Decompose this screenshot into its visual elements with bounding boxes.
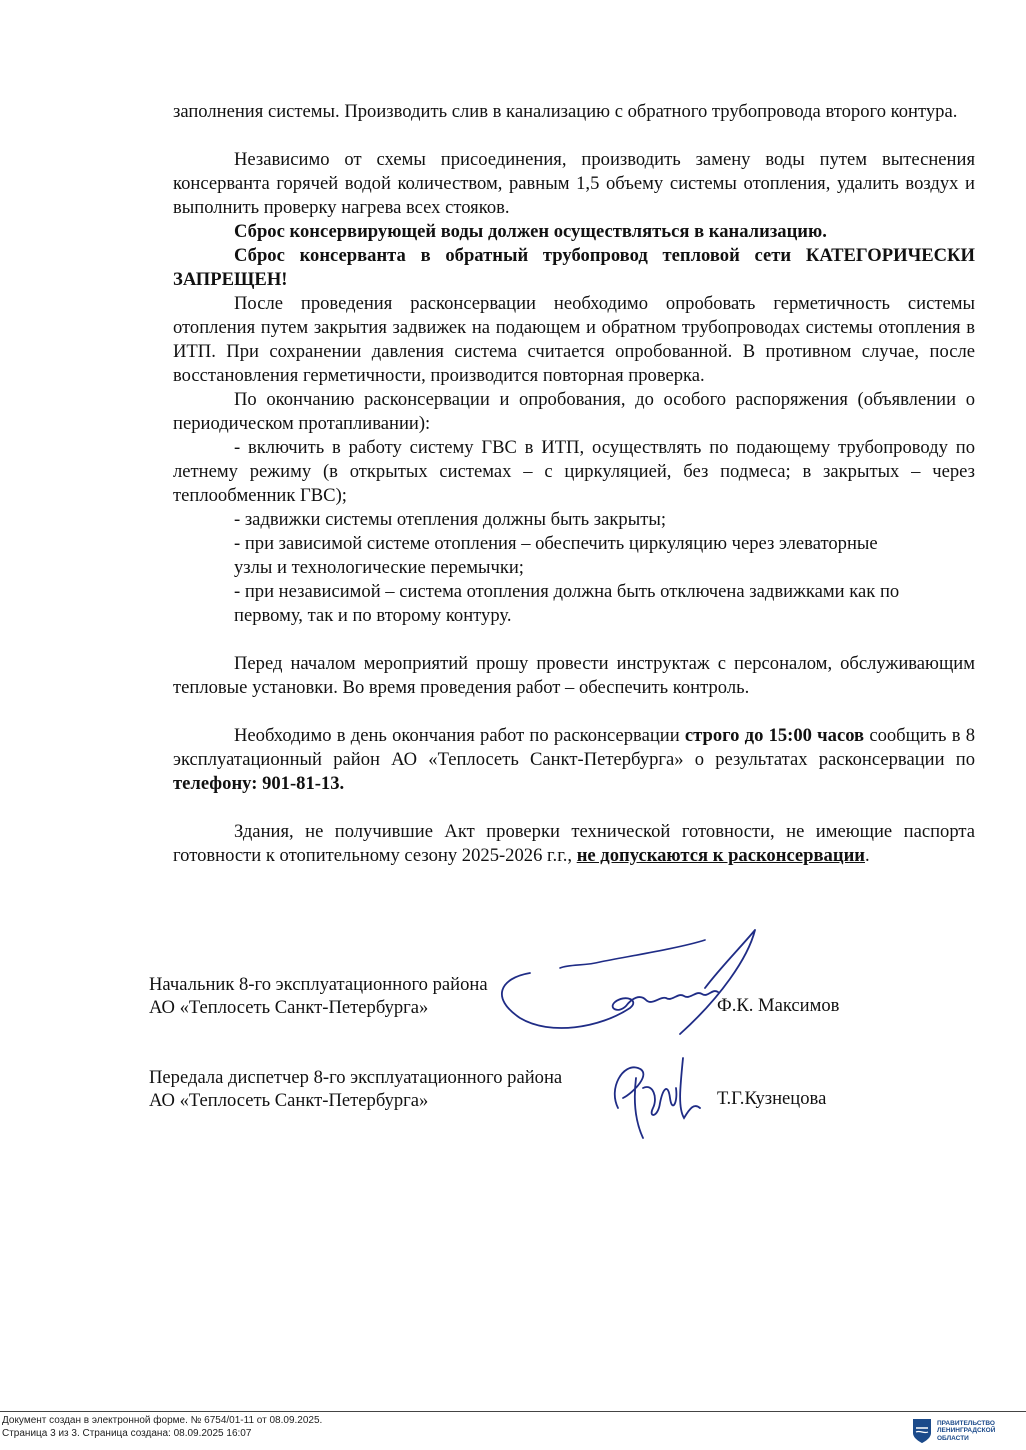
paragraph-report: Необходимо в день окончания работ по расконсервации строго до 15:00 часов сообщить в 8 эксплуатационный район АО «Теплосеть Санкт-Петербурга» о результатах расконсервации по телефону: 901-81-13. (173, 725, 975, 794)
footer-divider (0, 1411, 1026, 1412)
list-item-independent-b: первому, так и по второму контуру. (234, 605, 512, 626)
electronic-document-footer: Документ создан в электронной форме. № 6754/01-11 от 08.09.2025. Страница 3 из 3. Страница создана: 08.09.2025 16:07 (2, 1415, 323, 1439)
letter-body (173, 100, 975, 868)
list-item-valves: - задвижки системы отепления должны быть закрыты; (234, 509, 667, 530)
coat-of-arms-icon (912, 1418, 932, 1444)
paragraph-after-reconservation: По окончанию расконсервации и опробования, до особого распоряжения (объявлении о периодическом протапливании): (173, 389, 975, 434)
paragraph-discharge-rule: Сброс консервирующей воды должен осуществляться в канализацию. (234, 221, 827, 242)
signatory-2-name: Т.Г.Кузнецова (717, 1088, 827, 1109)
signatory-1-position: Начальник 8-го эксплуатационного района АО «Теплосеть Санкт-Петербурга» (149, 974, 488, 1018)
paragraph-water-replacement: Независимо от схемы присоединения, производить замену воды путем вытеснения консерванта горячей водой количеством, равным 1,5 объему системы отопления, удалить воздух и выполнить проверку нагрева всех стояков. (173, 149, 975, 218)
government-logo (912, 1418, 995, 1444)
list-item-dependent-b: узлы и технологические перемычки; (234, 557, 524, 578)
paragraph-buildings: Здания, не получившие Акт проверки технической готовности, не имеющие паспорта готовности к отопительному сезону 2025-2026 г.г., не допускаются к расконсервации. (173, 821, 975, 866)
signatory-2-position: Передала диспетчер 8-го эксплуатационного района АО «Теплосеть Санкт-Петербурга» (149, 1067, 563, 1111)
list-item-dhw: - включить в работу систему ГВС в ИТП, осуществлять по подающему трубопроводу по летнему режиму (в открытых системах – с циркуляцией, без подмеса; в закрытых – через теплообменник ГВС); (173, 437, 975, 506)
list-item-dependent-a: - при зависимой системе отопления – обеспечить циркуляцию через элеваторные (234, 533, 878, 554)
handwritten-signature-1 (490, 928, 770, 1038)
signatory-1-name: Ф.К. Максимов (717, 995, 840, 1016)
paragraph-briefing: Перед началом мероприятий прошу провести инструктаж с персоналом, обслуживающим тепловые установки. Во время проведения работ – обеспечить контроль. (173, 653, 975, 698)
paragraph-prohibition: Сброс консерванта в обратный трубопровод тепловой сети КАТЕГОРИЧЕСКИ ЗАПРЕЩЕН! (173, 245, 975, 290)
list-item-independent-a: - при независимой – система отопления должна быть отключена задвижками как по (234, 581, 900, 602)
paragraph-drain: заполнения системы. Производить слив в канализацию с обратного трубопровода второго контура. (173, 101, 958, 122)
handwritten-signature-2 (598, 1048, 703, 1143)
paragraph-tightness-test: После проведения расконсервации необходимо опробовать герметичность системы отопления путем закрытия задвижек на подающем и обратном трубопроводах системы отопления в ИТП. При сохранении давления система считается опробованной. В противном случае, после восстановления герметичности, производится повторная проверка. (173, 293, 975, 386)
logo-caption: ПРАВИТЕЛЬСТВО ЛЕНИНГРАДСКОЙ ОБЛАСТИ (937, 1419, 996, 1442)
